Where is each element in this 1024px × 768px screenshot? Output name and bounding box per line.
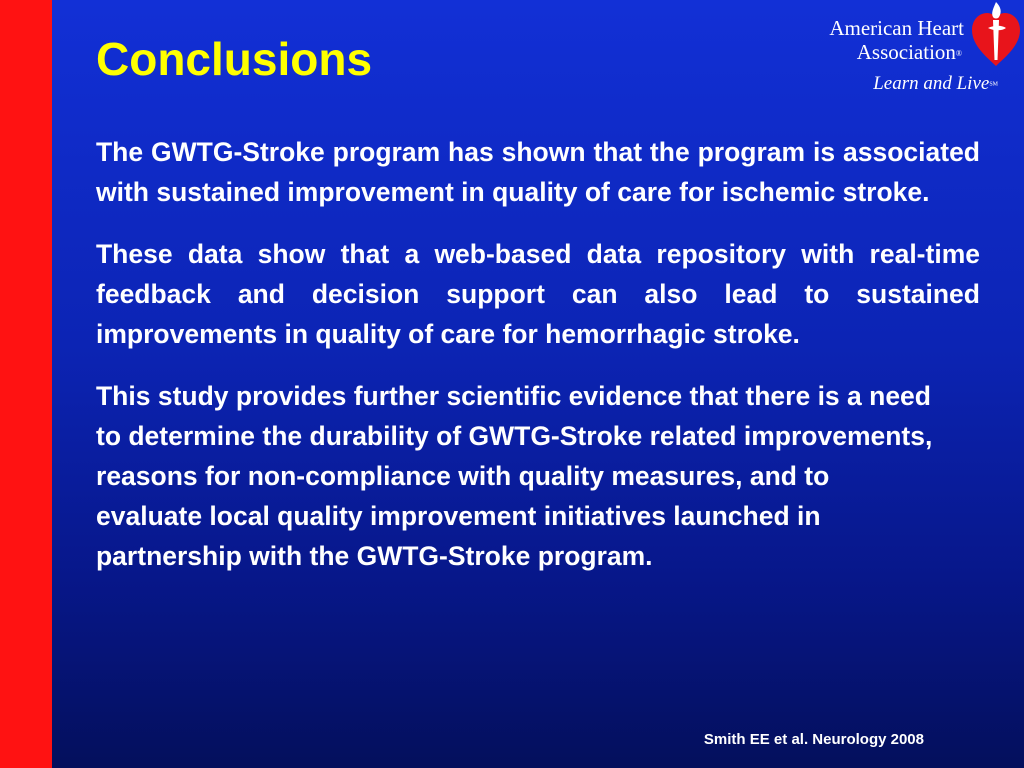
logo-line-1: American Heart	[829, 16, 964, 40]
side-accent-bar	[0, 0, 52, 768]
service-mark: SM	[989, 81, 998, 88]
logo-line-2	[857, 42, 962, 63]
logo-tagline-text: Learn and Live	[873, 73, 990, 94]
logo-tagline	[873, 74, 998, 93]
registered-mark: ®	[955, 49, 962, 59]
conclusion-paragraph-1: The GWTG-Stroke program has shown that the program is associated with sustained improvement in quality of care for ischemic stroke.	[96, 137, 980, 207]
conclusion-paragraph-3: This study provides further scientific evidence that there is a need to determine the durability of GWTG-Stroke related improvements, reasons for non-compliance with quality measures, and to evaluate local quality improvement initiatives launched in partnership with the GWTG-Stroke program.	[96, 381, 933, 571]
heart-torch-icon	[968, 0, 1024, 70]
conclusion-paragraph-2: These data show that a web-based data repository with real-time feedback and decision support can also lead to sustained improvements in quality of care for hemorrhagic stroke.	[96, 239, 980, 349]
logo-line-2-text: Association	[856, 40, 956, 64]
slide-title: Conclusions	[96, 33, 373, 85]
citation: Smith EE et al. Neurology 2008	[703, 731, 924, 748]
slide-body	[96, 132, 980, 598]
